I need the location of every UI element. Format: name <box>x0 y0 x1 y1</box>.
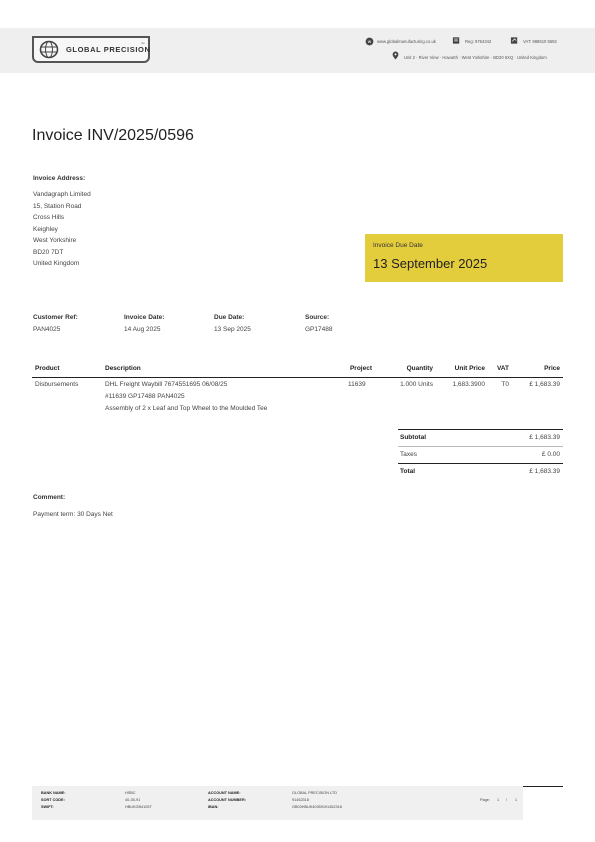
source-value: GP17488 <box>305 326 333 333</box>
row-description-line: #11639 GP17488 PAN4025 <box>105 393 185 400</box>
invoice-address-label: Invoice Address: <box>33 175 86 182</box>
col-header-quantity: Quantity <box>406 365 433 372</box>
page-separator: / <box>506 798 508 802</box>
address-line: Cross Hills <box>33 214 65 221</box>
source-label: Source: <box>305 314 330 321</box>
iban-value: GB03HBUK40359191452318 <box>292 805 342 809</box>
total-value: £ 1,683.39 <box>529 468 560 475</box>
website-text[interactable]: www.globalmanufacturing.co.uk <box>377 39 436 44</box>
subtotal-value: £ 1,683.39 <box>529 434 560 441</box>
col-header-project: Project <box>349 365 372 372</box>
col-header-unit-price: Unit Price <box>454 365 485 372</box>
taxes-label: Taxes <box>400 451 417 458</box>
totals-top-divider <box>398 429 563 430</box>
due-date-label: Invoice Due Date <box>373 242 423 249</box>
website-icon <box>365 37 374 46</box>
iban-label: IBAN: <box>208 805 219 809</box>
location-pin-icon <box>391 51 400 60</box>
sort-code-value: 40-35-91 <box>125 798 141 802</box>
customer-ref-label: Customer Ref: <box>33 314 78 321</box>
row-description-line: DHL Freight Waybill 7674551695 06/08/25 <box>105 381 228 388</box>
vat-text: VAT: 988610 5592 <box>523 39 557 44</box>
account-name-label: ACCOUNT NAME: <box>208 791 241 795</box>
address-line: Vandagraph Limited <box>33 191 91 198</box>
subtotal-label: Subtotal <box>400 434 426 441</box>
total-label: Total <box>400 468 416 475</box>
footer-band <box>32 786 523 820</box>
subtotal-divider <box>398 446 563 447</box>
row-quantity: 1.000 Units <box>400 381 433 388</box>
invoice-date-value: 14 Aug 2025 <box>124 326 161 333</box>
svg-text:w: w <box>367 40 372 46</box>
globe-logo-icon <box>39 40 59 59</box>
company-address: Unit 2 · River View · Howarth · West Yorkshire · BD20 6XQ · United Kingdom <box>404 55 547 60</box>
due-date-short-label: Due Date: <box>214 314 245 321</box>
trademark-mark: ™ <box>141 42 145 46</box>
account-number-value: 91452318 <box>292 798 309 802</box>
page-current: 1 <box>497 798 500 802</box>
company-name: GLOBAL PRECISION <box>66 45 151 54</box>
comment-label: Comment: <box>33 494 66 501</box>
account-name-value: GLOBAL PRECISION LTD <box>292 791 337 795</box>
bank-name-label: BANK NAME: <box>41 791 66 795</box>
taxes-value: £ 0.00 <box>541 451 560 458</box>
row-product: Disbursements <box>35 381 79 388</box>
address-line: BD20 7DT <box>33 249 64 256</box>
invoice-title: Invoice INV/2025/0596 <box>32 127 194 144</box>
col-header-description: Description <box>105 365 141 372</box>
bank-name-value: HSBC <box>125 791 136 795</box>
swift-value: HBUKGB4105T <box>125 805 152 809</box>
registration-text: Reg: 9764342 <box>465 39 492 44</box>
row-unit-price: 1,683.3900 <box>452 381 485 388</box>
row-price: £ 1,683.39 <box>529 381 560 388</box>
page-label: Page: <box>480 798 490 802</box>
col-header-vat: VAT <box>496 365 509 372</box>
page-total: 1 <box>515 798 518 802</box>
address-line: 15, Station Road <box>33 203 82 210</box>
footer-rule <box>523 786 563 787</box>
comment-text: Payment term: 30 Days Net <box>33 511 113 518</box>
registration-icon <box>452 36 461 45</box>
due-date-short-value: 13 Sep 2025 <box>214 326 251 333</box>
total-divider <box>398 463 563 464</box>
row-project: 11639 <box>348 381 366 388</box>
address-line: West Yorkshire <box>33 237 77 244</box>
address-line: United Kingdom <box>33 260 80 267</box>
swift-label: SWIFT: <box>41 805 54 809</box>
customer-ref-value: PAN4025 <box>33 326 61 333</box>
invoice-date-label: Invoice Date: <box>124 314 165 321</box>
row-vat: T0 <box>501 381 509 388</box>
address-line: Keighley <box>33 226 58 233</box>
vat-icon <box>510 36 519 45</box>
col-header-product: Product <box>35 365 60 372</box>
due-date-value: 13 September 2025 <box>373 256 488 271</box>
row-description-line: Assembly of 2 x Leaf and Top Wheel to the Moulded Tee <box>105 405 268 412</box>
table-header-divider <box>32 377 563 378</box>
account-number-label: ACCOUNT NUMBER: <box>208 798 246 802</box>
sort-code-label: SORT CODE: <box>41 798 65 802</box>
col-header-price: Price <box>544 365 560 372</box>
